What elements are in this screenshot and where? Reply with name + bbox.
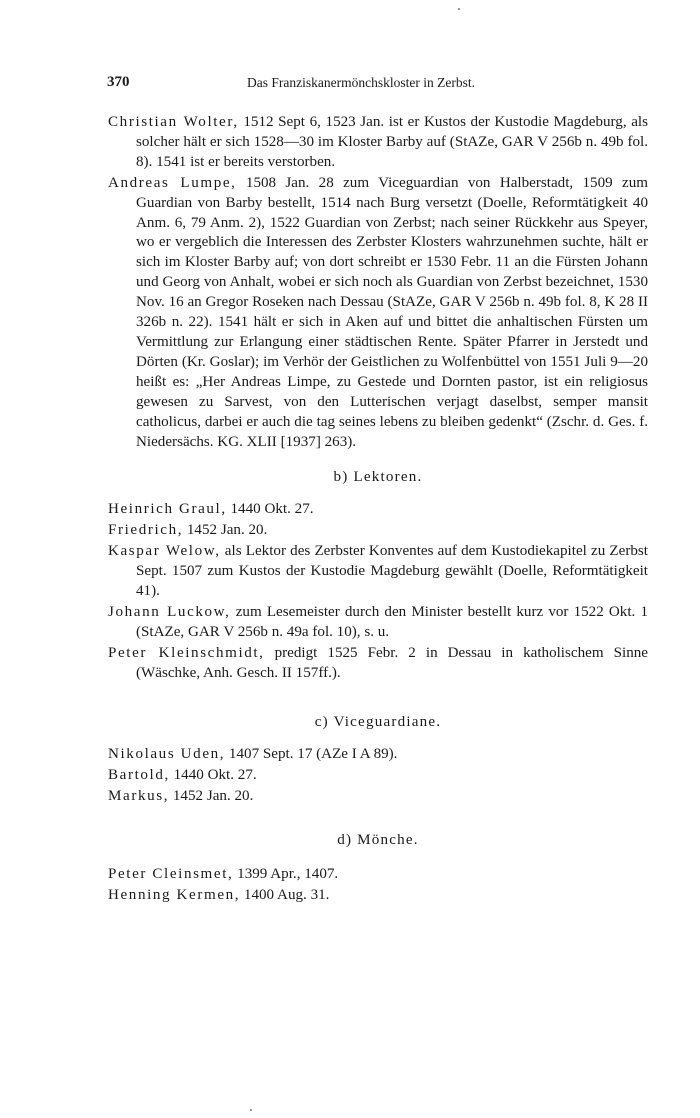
- person-name: Nikolaus Uden,: [108, 746, 226, 763]
- entry-text: predigt 1525 Febr. 2 in Dessau in katholischem Sinne (Wäschke, Anh. Gesch. II 157ff.).: [136, 644, 648, 681]
- person-name: Christian Wolter,: [108, 114, 239, 130]
- entry-text: als Lektor des Zerbster Konventes auf dem Kustodiekapitel zu Zerbst Sept. 1507 zum Kustos der Kustodie Magdeburg gewählt (Doelle, Reformtätigkeit 41).: [136, 543, 648, 599]
- page-number: 370: [107, 74, 130, 90]
- person-name: Peter Kleinschmidt,: [108, 644, 265, 661]
- list-item: [108, 603, 648, 643]
- person-name: Friedrich,: [108, 522, 184, 539]
- entry-text: 1512 Sept 6, 1523 Jan. ist er Kustos der Kustodie Magdeburg, als solcher hält er sich 1528—30 im Kloster Barby auf (StAZe, GAR V 256b n. 49b fol. 8). 1541 ist er bereits verstorben.: [136, 114, 648, 170]
- person-name: Markus,: [108, 788, 170, 805]
- page-body: [108, 113, 648, 906]
- list-item: [108, 500, 648, 520]
- section-heading-lektoren: b) Lektoren.: [333, 469, 423, 486]
- person-name: Heinrich Graul,: [108, 501, 227, 518]
- entry-text: 1399 Apr., 1407.: [233, 866, 339, 882]
- person-name: Bartold,: [108, 767, 170, 784]
- entry-text: 1440 Okt. 27.: [169, 767, 257, 784]
- entry-text: 1452 Jan. 20.: [169, 788, 254, 805]
- person-name: Johann Luckow,: [108, 603, 231, 620]
- list-item: [108, 521, 648, 541]
- list-item: [108, 865, 648, 885]
- list-item: [108, 766, 648, 786]
- list-item: [108, 745, 648, 765]
- list-item: [108, 542, 648, 602]
- entry-text: 1400 Aug. 31.: [240, 886, 330, 903]
- entry-text: 1508 Jan. 28 zum Viceguardian von Halberstadt, 1509 zum Guardian von Barby bestellt, 1514 nach Burg versetzt (Doelle, Reformtätigkeit 40 Anm. 6, 79 Anm. 2), 1522 Guardian von Zerbst; nach seiner Rückkehr aus Speyer, wo er vergeblich die Interessen des Zerbster Klosters wahrzunehmen suchte, hält er sich im Kloster Barby auf; von dort schreibt er 1530 Febr. 11 an die Fürsten Johann und Georg von Anhalt, wobei er sich noch als Guardian von Zerbst bezeichnet, 1530 Nov. 16 an Gregor Roseken nach Dessau (StAZe, GAR V 256b n. 49b fol. 8, K 28 II 326b n. 22). 1541 hält er sich in Aken auf und bittet die anhaltischen Fürsten um Vermittlung zur Erlangung einer städtischen Rente. Später Pfarrer in Jerstedt und Dörten (Kr. Goslar); im Verhör der Geistlichen zu Wolfenbüttel von 1551 Juli 9—20 heißt es: „Her Andreas Limpe, zu Gestede und Dornten pastor, ist ein religiosus gewesen zu Sarvest, von den Lutterischen verjagt daselbst, semper mansit catholicus, darbei er auch die tag seines lebens zu bleiben gedenkt“ (Zschr. d. Ges. f. Niedersächs. KG. XLII [1937] 263).: [136, 174, 648, 450]
- entry-text: zum Lesemeister durch den Minister bestellt kurz vor 1522 Okt. 1 (StAZe, GAR V 256b n. 49a fol. 10), s. u.: [136, 603, 649, 640]
- list-item: [108, 787, 648, 807]
- person-name: Peter Cleinsmet,: [108, 866, 234, 882]
- running-title: Das Franziskanermönchskloster in Zerbst.: [247, 75, 475, 90]
- list-item: [108, 174, 648, 453]
- page-header: [107, 74, 647, 94]
- entry-text: 1440 Okt. 27.: [226, 501, 314, 518]
- person-name: Kaspar Welow,: [108, 543, 221, 560]
- section-heading-viceguardiane: c) Viceguardiane.: [314, 714, 442, 731]
- entry-text: 1452 Jan. 20.: [183, 522, 268, 539]
- list-item: [108, 886, 648, 906]
- person-name: Andreas Lumpe,: [108, 174, 237, 191]
- entry-text: 1407 Sept. 17 (AZe I A 89).: [225, 746, 398, 763]
- section-heading-moenche: d) Mönche.: [337, 832, 419, 849]
- list-item: [108, 113, 648, 173]
- person-name: Henning Kermen,: [108, 886, 241, 903]
- scan-speck: [250, 1109, 252, 1111]
- scan-speck: [458, 8, 460, 10]
- list-item: [108, 644, 648, 684]
